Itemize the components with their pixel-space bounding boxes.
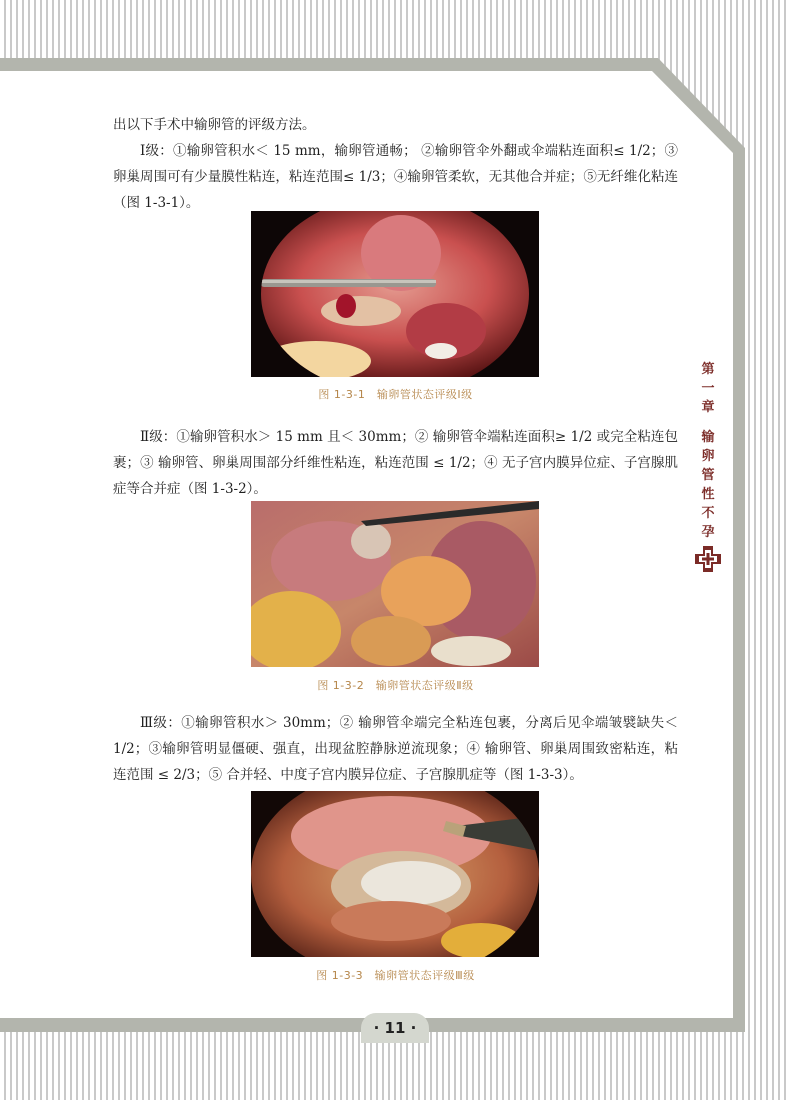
page-number: · 11 · xyxy=(361,1013,429,1043)
chapter-title-char: 输 xyxy=(701,430,715,445)
figure-3-caption: 图 1-3-3 输卵管状态评级Ⅲ级 xyxy=(316,969,475,982)
chapter-number-char: 一 xyxy=(701,381,715,396)
figure-1-image xyxy=(251,211,539,377)
figure-3-image xyxy=(251,791,539,957)
chapter-title-char: 性 xyxy=(701,487,715,502)
chapter-title-char: 管 xyxy=(701,468,715,483)
chapter-title-char: 孕 xyxy=(701,525,715,540)
figure-1-caption: 图 1-3-1 输卵管状态评级Ⅰ级 xyxy=(318,388,473,401)
figure-2-caption: 图 1-3-2 输卵管状态评级Ⅱ级 xyxy=(317,679,474,692)
intro-paragraph: 出以下手术中输卵管的评级方法。 xyxy=(113,117,316,133)
figure-2-image xyxy=(251,501,539,667)
chapter-title-char: 卵 xyxy=(701,449,715,464)
chapter-title-char: 不 xyxy=(701,506,715,521)
grade-3-paragraph: Ⅲ级：①输卵管积水＞ 30mm；② 输卵管伞端完全粘连包裹，分离后见伞端皱襞缺失＜ 1/2；③输卵管明显僵硬、强直，出现盆腔静脉逆流现象；④ 输卵管、卵巢周围致密粘连，粘连范围 ≤ 2/3；⑤ 合并轻、中度子宫内膜异位症、子宫腺肌症等（图 1-3-3）。 xyxy=(113,715,678,783)
chapter-number-char: 第 xyxy=(701,362,715,377)
chapter-number-char: 章 xyxy=(701,400,715,415)
grade-2-paragraph: Ⅱ级：①输卵管积水＞ 15 mm 且＜ 30mm；② 输卵管伞端粘连面积≥ 1/2 或完全粘连包裹；③ 输卵管、卵巢周围部分纤维性粘连，粘连范围 ≤ 1/2；④ 无子宫内膜异位症、子宫腺肌症等合并症（图 1-3-2）。 xyxy=(113,429,678,497)
chapter-side-label xyxy=(697,362,719,541)
grade-1-paragraph: Ⅰ级：①输卵管积水＜ 15 mm，输卵管通畅； ②输卵管伞外翻或伞端粘连面积≤ 1/2；③卵巢周围可有少量膜性粘连，粘连范围≤ 1/3；④输卵管柔软，无其他合并症；⑤无纤维化粘连（图 1-3-1）。 xyxy=(113,143,678,211)
medical-cross-icon xyxy=(694,545,722,573)
